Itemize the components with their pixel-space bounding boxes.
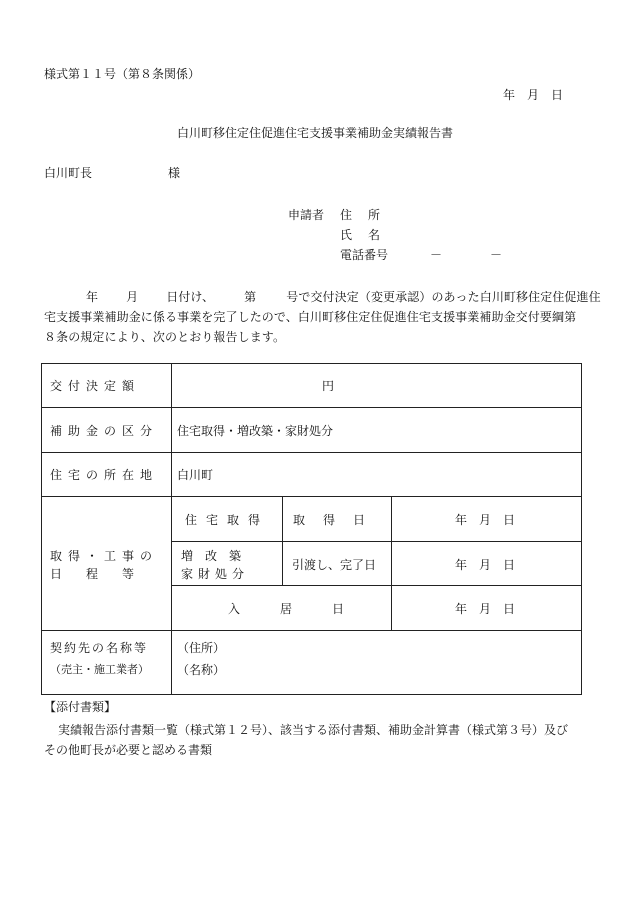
renovation-label-line2: 家財処分: [181, 567, 250, 581]
applicant-name-label: 氏名: [340, 228, 397, 242]
contractor-address-label: （住所）: [177, 641, 226, 655]
applicant-label: 申請者: [288, 208, 325, 222]
schedule-label-line1: 取得・工事の: [50, 549, 159, 563]
grant-amount-label: 交付決定額: [50, 379, 141, 393]
body-line-3: ８条の規定により、次のとおり報告します。: [44, 330, 286, 344]
subsidy-category-options: 住宅取得・増改築・家財処分: [177, 424, 334, 438]
acquisition-label: 住宅取得: [185, 513, 270, 527]
body-line-1: [44, 287, 601, 307]
body-year-label: 年: [86, 290, 99, 304]
table-rule: [42, 407, 581, 408]
move-in-date: 年 月 日: [455, 602, 516, 616]
attachments-heading: 【添付書類】: [44, 700, 117, 714]
house-location-label: 住宅の所在地: [50, 468, 159, 482]
contractor-note: （売主・施工業者）: [50, 663, 149, 676]
attachments-line-1: 実績報告添付書類一覧（様式第１２号）、該当する添付書類、補助金計算書（様式第３号）及び: [58, 723, 569, 737]
body-day-label: 日付け、: [166, 290, 215, 304]
renovation-label-line1: 増 改 築: [181, 549, 242, 563]
applicant-phone-label: 電話番号: [340, 248, 389, 262]
table-rule: [391, 496, 392, 630]
addressee-name: 白川町長: [44, 166, 93, 180]
handover-completion-date: 年 月 日: [455, 558, 516, 572]
table-rule: [42, 452, 581, 453]
acquisition-date: 年 月 日: [455, 513, 516, 527]
handover-completion-label: 引渡し、完了日: [292, 558, 377, 572]
contractor-name-label: （名称）: [177, 663, 226, 677]
attachments-text: [44, 720, 568, 760]
body-line-2: 宅支援事業補助金に係る事業を完了したので、白川町移住定住促進住宅支援事業補助金交付要綱第: [44, 310, 577, 324]
attachments-line-2: その他町長が必要と認める書類: [44, 743, 213, 757]
body-month-label: 月: [126, 290, 139, 304]
document-title: 白川町移住定住促進住宅支援事業補助金実績報告書: [176, 126, 453, 140]
acquisition-date-label: 取得日: [293, 513, 384, 527]
applicant-phone-blank: － －: [430, 248, 503, 262]
addressee-honorific: 様: [168, 166, 181, 180]
table-rule: [42, 630, 581, 631]
report-form-table: [41, 363, 582, 695]
table-rule: [171, 541, 581, 542]
form-number: 様式第１１号（第８条関係）: [44, 67, 201, 81]
submission-date: 年 月 日: [503, 88, 564, 102]
table-rule: [171, 585, 581, 586]
grant-amount-unit: 円: [322, 379, 335, 393]
body-number-prefix: 第: [244, 290, 257, 304]
table-rule: [171, 364, 172, 694]
table-rule: [42, 496, 581, 497]
move-in-label: 入居日: [228, 602, 385, 616]
subsidy-category-label: 補助金の区分: [50, 424, 159, 438]
table-rule: [282, 496, 283, 585]
schedule-label-line2: 日 程 等: [50, 567, 135, 581]
contractor-label: 契約先の名称等: [50, 641, 149, 655]
house-location-value: 白川町: [177, 468, 214, 482]
report-body-text: [44, 287, 601, 347]
body-line-1-rest: 号で交付決定（変更承認）のあった白川町移住定住促進住: [286, 290, 601, 304]
applicant-address-label: 住所: [340, 208, 397, 222]
